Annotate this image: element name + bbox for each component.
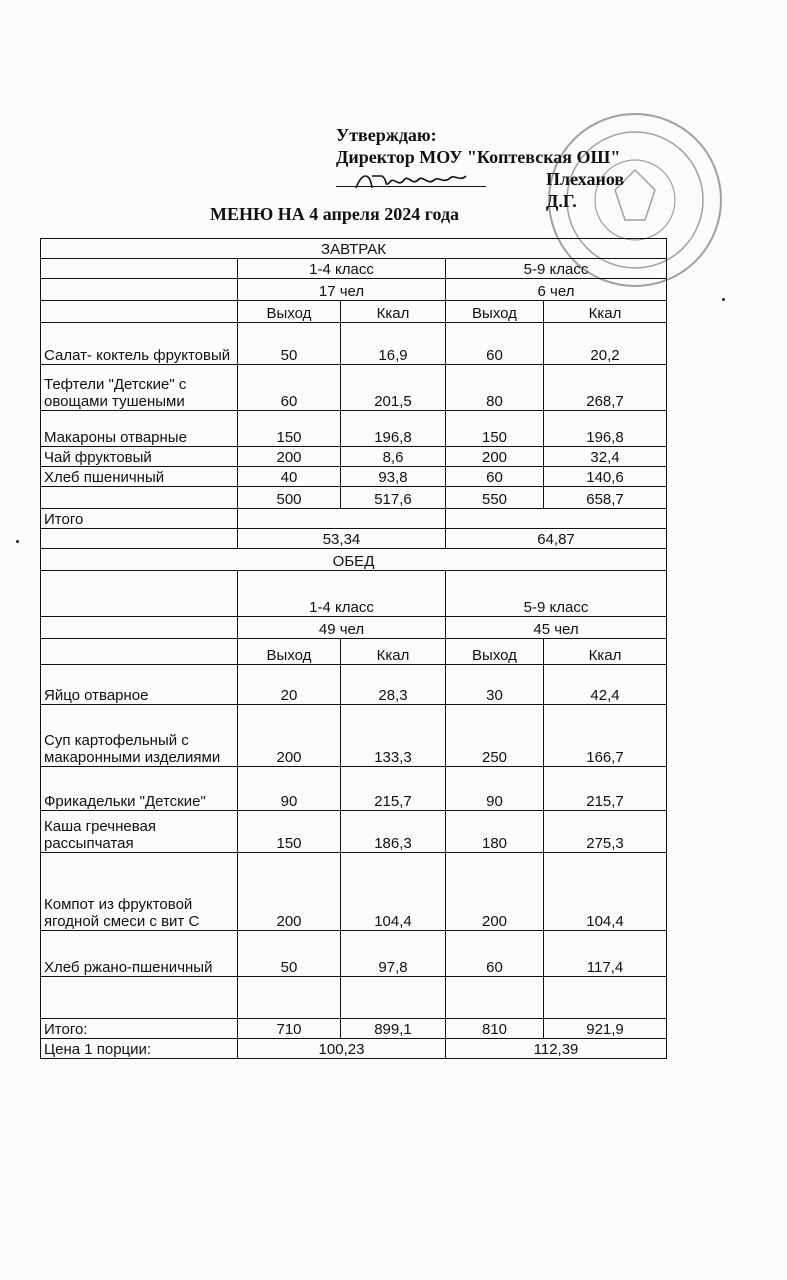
portion-value: 50 (238, 931, 341, 977)
column-header: Ккал (544, 301, 667, 323)
dish-row (41, 767, 667, 811)
kcal-value: 196,8 (544, 411, 667, 447)
director-line: Директор МОУ "Коптевская ОШ" (336, 147, 621, 167)
speck (16, 540, 19, 543)
empty-cell (41, 617, 238, 639)
portion-value: 80 (446, 365, 544, 411)
people-row (41, 279, 667, 301)
dish-name: Фрикадельки "Детские" (41, 767, 238, 811)
kcal-value: 104,4 (341, 853, 446, 931)
dish-row (41, 705, 667, 767)
total-row (41, 1019, 667, 1039)
portion-value: 60 (446, 467, 544, 487)
dish-row (41, 467, 667, 487)
dish-row (41, 665, 667, 705)
header-row (41, 639, 667, 665)
kcal-value: 275,3 (544, 811, 667, 853)
table-cell: 921,9 (544, 1019, 667, 1039)
kcal-value: 32,4 (544, 447, 667, 467)
dish-name: Салат- коктель фруктовый (41, 323, 238, 365)
price-value: 64,87 (446, 529, 667, 549)
kcal-value: 201,5 (341, 365, 446, 411)
portion-value: 30 (446, 665, 544, 705)
group-row (41, 259, 667, 279)
column-header: Выход (446, 639, 544, 665)
portion-value: 250 (446, 705, 544, 767)
group-label: 1-4 класс (238, 259, 446, 279)
empty-cell (446, 977, 544, 1019)
dish-row (41, 365, 667, 411)
portion-value: 60 (446, 931, 544, 977)
price-row (41, 1039, 667, 1059)
portion-value: 150 (238, 811, 341, 853)
people-count: 49 чел (238, 617, 446, 639)
approve-label: Утверждаю: (336, 125, 437, 145)
table-cell: 658,7 (544, 487, 667, 509)
column-header: Выход (238, 301, 341, 323)
portion-value: 60 (446, 323, 544, 365)
kcal-value: 186,3 (341, 811, 446, 853)
speck (722, 298, 725, 301)
column-header: Выход (446, 301, 544, 323)
column-header: Ккал (341, 639, 446, 665)
people-count: 6 чел (446, 279, 667, 301)
column-header: Выход (238, 639, 341, 665)
kcal-value: 16,9 (341, 323, 446, 365)
section-row (41, 239, 667, 259)
dish-row (41, 853, 667, 931)
group-label: 5-9 класс (446, 571, 667, 617)
table-cell: 500 (238, 487, 341, 509)
page-title: МЕНЮ НА 4 апреля 2024 года (210, 204, 460, 224)
kcal-value: 28,3 (341, 665, 446, 705)
group-label: 1-4 класс (238, 571, 446, 617)
dish-name: Каша гречневая рассыпчатая (41, 811, 238, 853)
people-row (41, 617, 667, 639)
section-row (41, 549, 667, 571)
dish-row (41, 411, 667, 447)
people-count: 45 чел (446, 617, 667, 639)
table-cell: 899,1 (341, 1019, 446, 1039)
dish-name: Хлеб ржано-пшеничный (41, 931, 238, 977)
price-value: 100,23 (238, 1039, 446, 1059)
kcal-value: 196,8 (341, 411, 446, 447)
kcal-value: 166,7 (544, 705, 667, 767)
portion-value: 50 (238, 323, 341, 365)
empty-cell (238, 977, 341, 1019)
empty-cell (446, 509, 667, 529)
dish-name: Чай фруктовый (41, 447, 238, 467)
empty-cell (544, 977, 667, 1019)
empty-cell (238, 509, 446, 529)
price-value: 53,34 (238, 529, 446, 549)
dish-name: Компот из фруктовой ягодной смеси с вит С (41, 853, 238, 931)
dish-name: Макароны отварные (41, 411, 238, 447)
menu-table (40, 238, 667, 1059)
section-title: ОБЕД (41, 549, 667, 571)
kcal-value: 117,4 (544, 931, 667, 977)
portion-value: 150 (238, 411, 341, 447)
signer-name: Плеханов Д.Г. (546, 169, 625, 211)
kcal-value: 140,6 (544, 467, 667, 487)
kcal-value: 215,7 (544, 767, 667, 811)
kcal-value: 42,4 (544, 665, 667, 705)
portion-value: 90 (238, 767, 341, 811)
empty-cell (41, 487, 238, 509)
empty-cell (41, 571, 238, 617)
empty-cell (41, 279, 238, 301)
total-row (41, 509, 667, 529)
empty-cell (341, 977, 446, 1019)
dish-name: Яйцо отварное (41, 665, 238, 705)
dish-row (41, 931, 667, 977)
price-row (41, 529, 667, 549)
column-header: Ккал (341, 301, 446, 323)
empty-cell (41, 977, 238, 1019)
portion-value: 40 (238, 467, 341, 487)
dish-name: Тефтели "Детские" с овощами тушеными (41, 365, 238, 411)
price-value: 112,39 (446, 1039, 667, 1059)
empty-cell (41, 301, 238, 323)
price-label: Цена 1 порции: (41, 1039, 238, 1059)
group-row (41, 571, 667, 617)
table-cell: 710 (238, 1019, 341, 1039)
kcal-value: 97,8 (341, 931, 446, 977)
portion-value: 150 (446, 411, 544, 447)
header-row (41, 301, 667, 323)
portion-value: 200 (238, 853, 341, 931)
portion-value: 60 (238, 365, 341, 411)
portion-value: 90 (446, 767, 544, 811)
kcal-value: 8,6 (341, 447, 446, 467)
kcal-value: 104,4 (544, 853, 667, 931)
dish-name: Хлеб пшеничный (41, 467, 238, 487)
portion-value: 20 (238, 665, 341, 705)
signature-icon (348, 168, 478, 196)
portion-value: 200 (238, 705, 341, 767)
kcal-value: 20,2 (544, 323, 667, 365)
dish-row (41, 323, 667, 365)
dish-row (41, 447, 667, 467)
column-header: Ккал (544, 639, 667, 665)
kcal-value: 268,7 (544, 365, 667, 411)
total-label: Итого (41, 509, 238, 529)
section-title: ЗАВТРАК (41, 239, 667, 259)
portion-value: 200 (446, 447, 544, 467)
portion-value: 200 (446, 853, 544, 931)
table-cell: 517,6 (341, 487, 446, 509)
kcal-value: 93,8 (341, 467, 446, 487)
dish-name: Суп картофельный с макаронными изделиями (41, 705, 238, 767)
kcal-value: 133,3 (341, 705, 446, 767)
kcal-value: 215,7 (341, 767, 446, 811)
empty-cell (41, 529, 238, 549)
table-cell: 810 (446, 1019, 544, 1039)
dish-row (41, 811, 667, 853)
sum-row (41, 487, 667, 509)
table-cell: 550 (446, 487, 544, 509)
total-label: Итого: (41, 1019, 238, 1039)
portion-value: 200 (238, 447, 341, 467)
group-label: 5-9 класс (446, 259, 667, 279)
people-count: 17 чел (238, 279, 446, 301)
portion-value: 180 (446, 811, 544, 853)
blank-row (41, 977, 667, 1019)
empty-cell (41, 259, 238, 279)
empty-cell (41, 639, 238, 665)
